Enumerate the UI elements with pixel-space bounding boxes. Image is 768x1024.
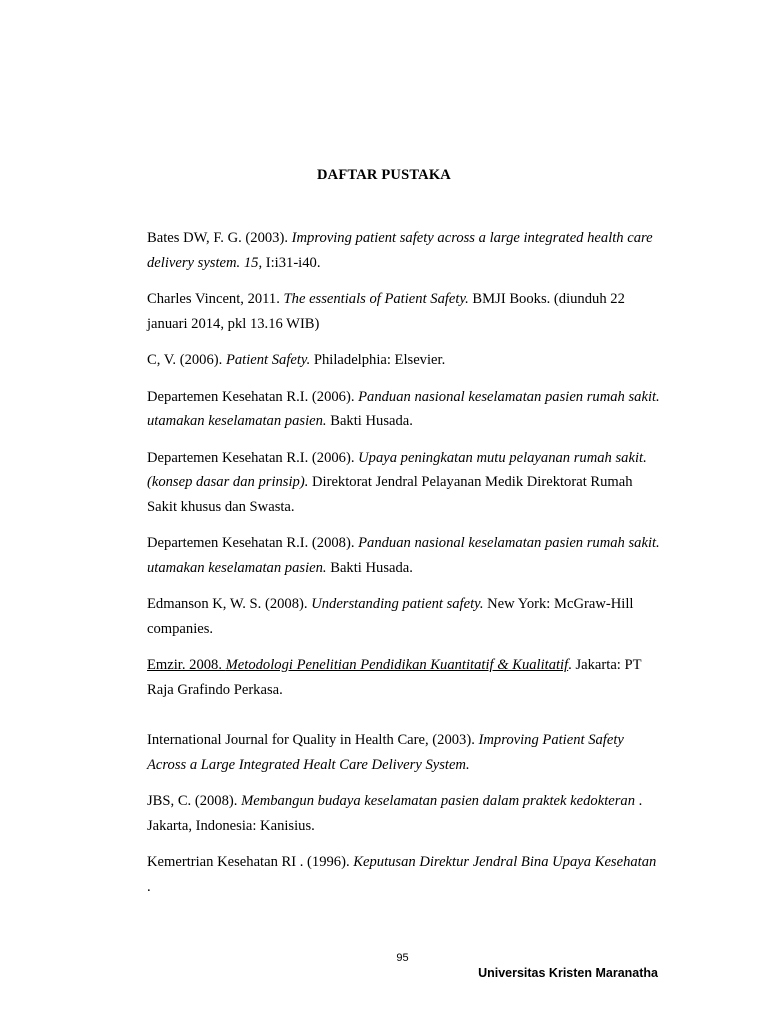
reference-details: BMJI Books. (diunduh 22 januari 2014, pkl 13.16 WIB) <box>147 291 625 332</box>
reference-details: Philadelphia: Elsevier. <box>310 352 446 368</box>
reference-authors: Bates DW, F. G. (2003). <box>147 230 292 246</box>
reference-title: Understanding patient safety. <box>311 596 484 612</box>
reference-item <box>147 850 661 899</box>
reference-title: Improving patient safety across a large integrated health care delivery system. 15 <box>147 230 653 271</box>
reference-authors: Departemen Kesehatan R.I. (2006). <box>147 449 359 466</box>
reference-item <box>147 348 661 373</box>
reference-authors: Kemertrian Kesehatan RI . (1996). <box>147 854 354 870</box>
reference-authors: Charles Vincent, 2011. <box>147 291 284 307</box>
reference-item <box>147 653 661 702</box>
reference-item <box>147 446 661 520</box>
reference-authors: JBS, C. (2008). <box>147 793 242 809</box>
reference-details: Direktorat Jendral Pelayanan Medik Direktorat Rumah Sakit khusus dan Swasta. <box>147 474 633 515</box>
reference-details: Bakti Husada. <box>326 413 413 429</box>
reference-authors: Edmanson K, W. S. (2008). <box>147 596 312 612</box>
reference-details: . Jakarta: PT Raja Grafindo Perkasa. <box>147 657 642 698</box>
reference-details: , I:i31-i40. <box>258 254 321 271</box>
footer-institution: Universitas Kristen Maranatha <box>478 966 658 980</box>
reference-title: Metodologi Penelitian Pendidikan Kuantitatif & Kualitatif <box>225 657 569 673</box>
reference-item <box>147 789 661 838</box>
reference-item <box>147 592 661 641</box>
reference-details: New York: McGraw-Hill companies. <box>147 596 634 637</box>
reference-title: Panduan nasional keselamatan pasien rumah sakit. utamakan keselamatan pasien. <box>147 535 660 576</box>
reference-item <box>147 226 661 275</box>
reference-item <box>147 531 661 580</box>
reference-details: . <box>147 878 151 895</box>
reference-item <box>147 385 661 434</box>
reference-list <box>147 226 661 911</box>
reference-title: Membangun budaya keselamatan pasien dalam praktek kedokteran <box>241 793 635 809</box>
reference-title: Patient Safety. <box>225 352 311 368</box>
reference-title: Upaya peningkatan mutu pelayanan rumah sakit.(konsep dasar dan prinsip). <box>147 449 647 490</box>
page-title: DAFTAR PUSTAKA <box>317 167 451 183</box>
reference-authors: Departemen Kesehatan R.I. (2008). <box>147 535 359 551</box>
reference-item <box>147 287 661 336</box>
reference-item <box>147 728 661 777</box>
reference-authors: C, V. (2006). <box>147 352 226 368</box>
reference-authors: Departemen Kesehatan R.I. (2006). <box>147 388 359 405</box>
page-number: 95 <box>396 952 409 964</box>
reference-title: Panduan nasional keselamatan pasien rumah sakit. utamakan keselamatan pasien. <box>147 388 660 429</box>
reference-authors: International Journal for Quality in Health Care, (2003). <box>147 732 479 748</box>
reference-title: The essentials of Patient Safety. <box>283 291 469 307</box>
reference-details: Bakti Husada. <box>326 559 413 576</box>
reference-title: Improving Patient Safety Across a Large Integrated Healt Care Delivery System. <box>147 732 624 773</box>
reference-details: . Jakarta, Indonesia: Kanisius. <box>147 793 643 834</box>
reference-authors: Emzir. 2008. <box>147 657 226 673</box>
reference-title: Keputusan Direktur Jendral Bina Upaya Kesehatan <box>353 854 657 870</box>
